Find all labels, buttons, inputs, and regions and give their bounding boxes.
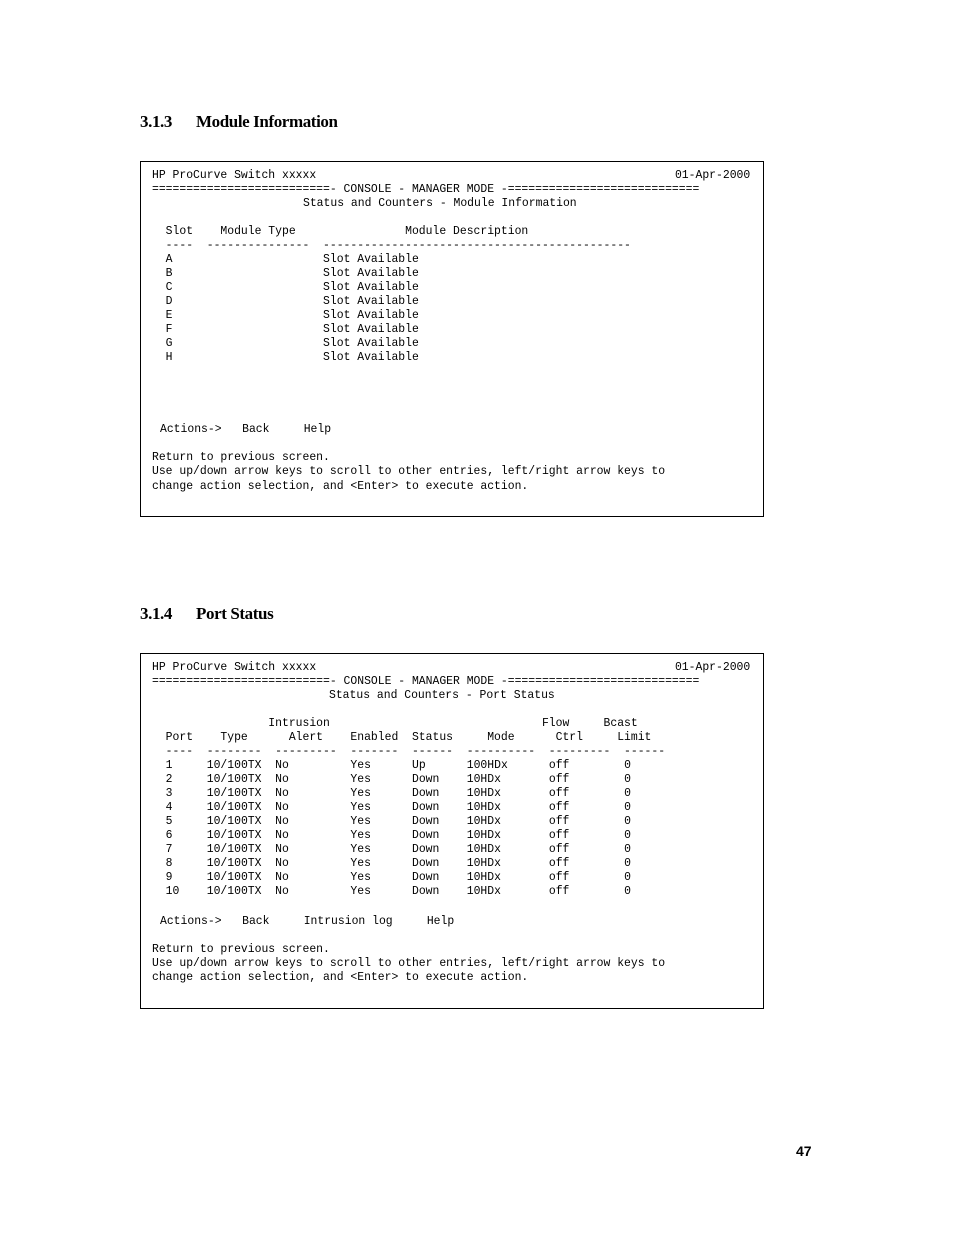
port-cell: 4	[165, 800, 173, 814]
console-module-information	[140, 161, 764, 517]
port-cell: 2	[165, 772, 173, 786]
bcast-limit-cell: 0	[624, 828, 631, 842]
flow-ctrl-cell: off	[548, 800, 570, 814]
intrusion-alert-cell: No	[275, 814, 289, 828]
bcast-limit-cell: 0	[624, 786, 631, 800]
bcast-limit-cell: 0	[624, 884, 631, 898]
enabled-cell: Yes	[350, 856, 371, 870]
section-title: Module Information	[196, 112, 338, 131]
intrusion-alert-cell: No	[275, 828, 289, 842]
flow-ctrl-cell: off	[548, 758, 570, 772]
bcast-limit-cell: 0	[624, 856, 631, 870]
table-row	[152, 856, 665, 870]
type-cell: 10/100TX	[206, 786, 262, 800]
enabled-cell: Yes	[350, 758, 371, 772]
port-cell: 9	[165, 870, 173, 884]
enabled-cell: Yes	[350, 786, 371, 800]
flow-ctrl-cell: off	[548, 772, 570, 786]
type-cell: 10/100TX	[206, 814, 262, 828]
slot-cell: C	[165, 280, 173, 294]
status-cell: Up	[412, 758, 426, 772]
console-product-name: HP ProCurve Switch xxxxx	[152, 660, 317, 674]
slot-cell: E	[165, 308, 173, 322]
status-cell: Down	[412, 786, 440, 800]
bcast-limit-cell: 0	[624, 870, 631, 884]
flow-ctrl-cell: off	[548, 870, 570, 884]
help-line: change action selection, and <Enter> to execute action.	[152, 479, 529, 493]
mode-cell: 10HDx	[466, 884, 501, 898]
intrusion-alert-cell: No	[275, 856, 289, 870]
module-description-cell: Slot Available	[323, 350, 419, 364]
module-description-cell: Slot Available	[323, 294, 419, 308]
status-cell: Down	[412, 800, 440, 814]
flow-ctrl-cell: off	[548, 814, 570, 828]
module-description-cell: Slot Available	[323, 322, 419, 336]
table-row	[152, 814, 665, 828]
mode-cell: 10HDx	[466, 870, 501, 884]
type-cell: 10/100TX	[206, 856, 262, 870]
back-action[interactable]: Back	[242, 422, 270, 436]
page-number: 47	[796, 1143, 812, 1159]
table-row	[152, 252, 419, 266]
mode-cell: 10HDx	[466, 856, 501, 870]
bcast-limit-cell: 0	[624, 842, 631, 856]
module-description-cell: Slot Available	[323, 266, 419, 280]
type-cell: 10/100TX	[206, 800, 262, 814]
table-header-underline: ---- -------- --------- ------- ------ ---------- --------- ------	[152, 744, 666, 758]
slot-cell: F	[165, 322, 173, 336]
intrusion-alert-cell: No	[275, 772, 289, 786]
help-action[interactable]: Help	[303, 422, 332, 436]
enabled-cell: Yes	[350, 800, 371, 814]
bcast-limit-cell: 0	[624, 772, 631, 786]
enabled-cell: Yes	[350, 772, 371, 786]
table-row	[152, 758, 665, 772]
section-number: 3.1.4	[140, 604, 173, 623]
mode-cell: 10HDx	[466, 786, 501, 800]
bcast-limit-cell: 0	[624, 758, 631, 772]
section-number: 3.1.3	[140, 112, 173, 131]
help-line: change action selection, and <Enter> to execute action.	[152, 970, 529, 984]
table-row	[152, 884, 665, 898]
status-cell: Down	[412, 772, 440, 786]
intrusion-alert-cell: No	[275, 786, 289, 800]
console-banner: ==========================- CONSOLE - MANAGER MODE -============================	[152, 182, 700, 196]
intrusion-alert-cell: No	[275, 884, 289, 898]
table-header: Intrusion Flow Bcast	[152, 716, 638, 730]
status-cell: Down	[412, 870, 440, 884]
intrusion-alert-cell: No	[275, 870, 289, 884]
help-line: Return to previous screen.	[152, 450, 330, 464]
actions-bar	[160, 422, 331, 436]
console-screen-title: Status and Counters - Module Information	[303, 196, 577, 210]
port-cell: 7	[165, 842, 173, 856]
port-cell: 6	[165, 828, 173, 842]
type-cell: 10/100TX	[206, 870, 262, 884]
port-cell: 5	[165, 814, 173, 828]
mode-cell: 10HDx	[466, 800, 501, 814]
section-heading-module-information	[140, 112, 338, 132]
table-row	[152, 772, 665, 786]
enabled-cell: Yes	[350, 842, 371, 856]
help-line: Use up/down arrow keys to scroll to other entries, left/right arrow keys to	[152, 464, 666, 478]
section-heading-port-status	[140, 604, 273, 624]
console-screen-title: Status and Counters - Port Status	[329, 688, 555, 702]
bcast-limit-cell: 0	[624, 800, 631, 814]
table-row	[152, 308, 419, 322]
back-action[interactable]: Back	[242, 914, 270, 928]
actions-label: Actions->	[160, 914, 222, 928]
table-row	[152, 828, 665, 842]
status-cell: Down	[412, 856, 440, 870]
intrusion-log-action[interactable]: Intrusion log	[303, 914, 393, 928]
mode-cell: 10HDx	[466, 814, 501, 828]
type-cell: 10/100TX	[206, 758, 262, 772]
section-title: Port Status	[196, 604, 274, 623]
help-line: Return to previous screen.	[152, 942, 330, 956]
slot-cell: H	[165, 350, 173, 364]
flow-ctrl-cell: off	[548, 856, 570, 870]
enabled-cell: Yes	[350, 828, 371, 842]
console-date: 01-Apr-2000	[674, 168, 750, 182]
console-banner: ==========================- CONSOLE - MANAGER MODE -============================	[152, 674, 700, 688]
table-row	[152, 322, 419, 336]
intrusion-alert-cell: No	[275, 842, 289, 856]
console-date: 01-Apr-2000	[674, 660, 750, 674]
mode-cell: 10HDx	[466, 842, 501, 856]
table-row	[152, 336, 419, 350]
table-header-underline: ---- --------------- ---------------------------------------------	[152, 238, 631, 252]
slot-cell: D	[165, 294, 173, 308]
help-line: Use up/down arrow keys to scroll to other entries, left/right arrow keys to	[152, 956, 666, 970]
table-row	[152, 294, 419, 308]
port-cell: 3	[165, 786, 173, 800]
mode-cell: 10HDx	[466, 772, 501, 786]
table-row	[152, 266, 419, 280]
slot-cell: A	[165, 252, 173, 266]
flow-ctrl-cell: off	[548, 828, 570, 842]
module-description-cell: Slot Available	[323, 336, 419, 350]
enabled-cell: Yes	[350, 814, 371, 828]
port-cell: 8	[165, 856, 173, 870]
enabled-cell: Yes	[350, 870, 371, 884]
type-cell: 10/100TX	[206, 842, 262, 856]
type-cell: 10/100TX	[206, 828, 262, 842]
table-row	[152, 800, 665, 814]
table-row	[152, 280, 419, 294]
status-cell: Down	[412, 842, 440, 856]
flow-ctrl-cell: off	[548, 786, 570, 800]
table-row	[152, 842, 665, 856]
enabled-cell: Yes	[350, 884, 371, 898]
intrusion-alert-cell: No	[275, 800, 289, 814]
console-product-name: HP ProCurve Switch xxxxx	[152, 168, 317, 182]
table-row	[152, 786, 665, 800]
table-row	[152, 350, 419, 364]
status-cell: Down	[412, 828, 440, 842]
table-row	[152, 870, 665, 884]
intrusion-alert-cell: No	[275, 758, 289, 772]
flow-ctrl-cell: off	[548, 842, 570, 856]
module-description-cell: Slot Available	[323, 252, 419, 266]
slot-cell: G	[165, 336, 173, 350]
status-cell: Down	[412, 814, 440, 828]
port-cell: 1	[165, 758, 173, 772]
console-port-status	[140, 653, 764, 1009]
type-cell: 10/100TX	[206, 884, 262, 898]
module-description-cell: Slot Available	[323, 280, 419, 294]
table-header: Slot Module Type Module Description	[152, 224, 529, 238]
flow-ctrl-cell: off	[548, 884, 570, 898]
slot-cell: B	[165, 266, 173, 280]
bcast-limit-cell: 0	[624, 814, 631, 828]
module-description-cell: Slot Available	[323, 308, 419, 322]
port-cell: 10	[165, 884, 180, 898]
help-action[interactable]: Help	[426, 914, 455, 928]
mode-cell: 100HDx	[466, 758, 508, 772]
mode-cell: 10HDx	[466, 828, 501, 842]
status-cell: Down	[412, 884, 440, 898]
actions-label: Actions->	[160, 422, 222, 436]
type-cell: 10/100TX	[206, 772, 262, 786]
table-header: Port Type Alert Enabled Status Mode Ctrl Limit	[152, 730, 652, 744]
actions-bar	[160, 914, 454, 928]
